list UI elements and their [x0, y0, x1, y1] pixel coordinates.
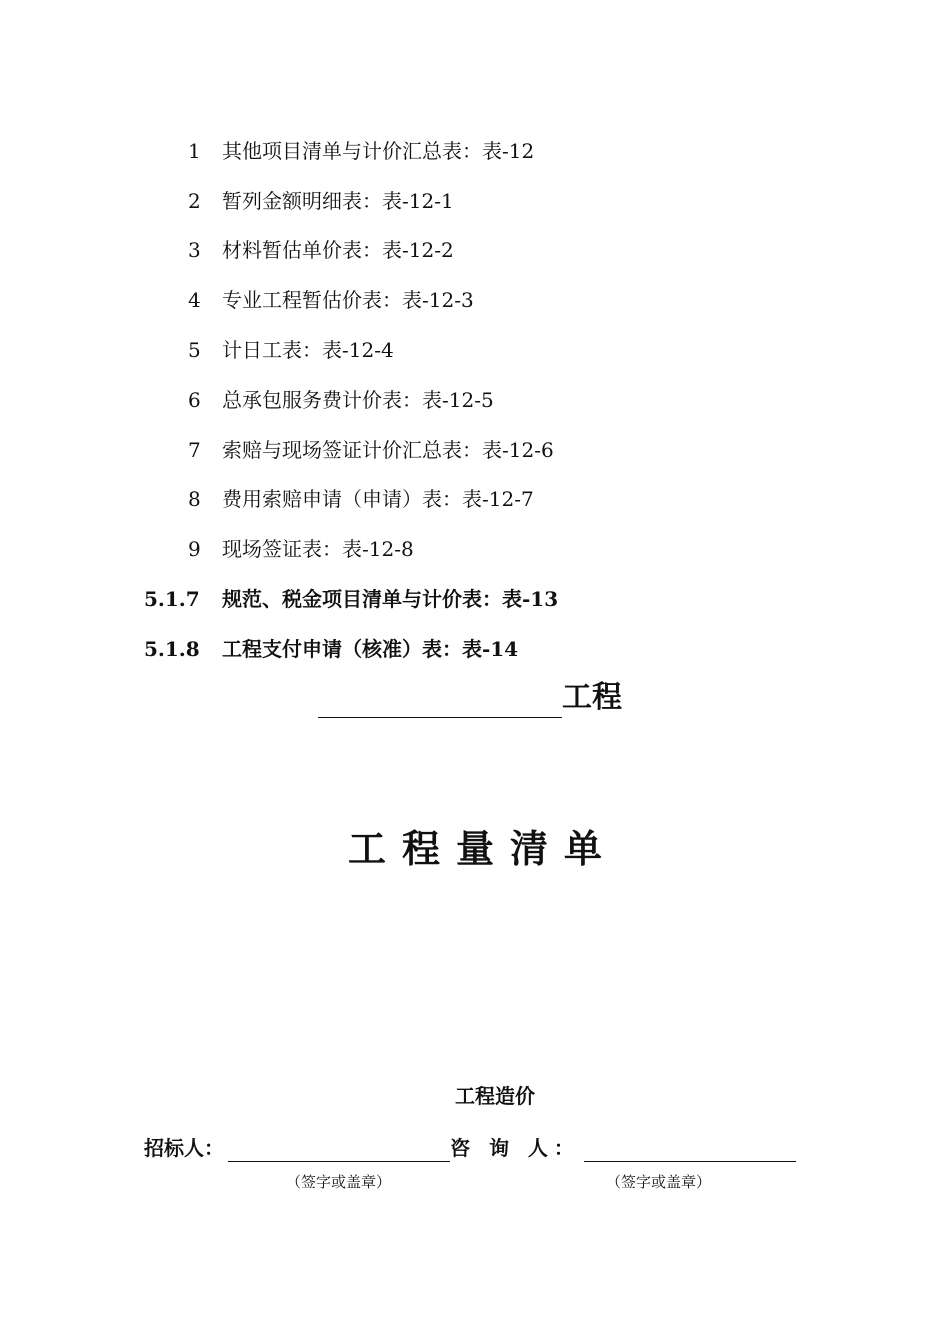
- toc-entry-number: 5: [188, 338, 201, 362]
- toc-entry: [188, 187, 454, 215]
- toc-entry-text: 材料暂估单价表：表-12-2: [222, 238, 454, 262]
- toc-entry: [188, 137, 534, 165]
- toc-entry: [188, 485, 534, 513]
- tenderer-signature-blank: [228, 1137, 450, 1162]
- toc-entry: [188, 286, 474, 314]
- toc-section-number: 5.1.7: [144, 587, 200, 611]
- cost-label: 工程造价: [455, 1084, 535, 1108]
- sign-note-right: （签字或盖章）: [606, 1173, 712, 1191]
- toc-section-entry: [144, 585, 558, 613]
- toc-entry-number: 9: [188, 537, 201, 561]
- project-name-blank: [318, 683, 562, 718]
- toc-entry-text: 专业工程暂估价表：表-12-3: [222, 288, 474, 312]
- sign-note-left: （签字或盖章）: [286, 1173, 392, 1191]
- toc-entry-text: 总承包服务费计价表：表-12-5: [222, 388, 494, 412]
- project-name-line: [318, 678, 622, 718]
- toc-entry: [188, 336, 394, 364]
- toc-entry-text: 索赔与现场签证计价汇总表：表-12-6: [222, 438, 554, 462]
- toc-entry: [188, 236, 454, 264]
- cover-title: 工程量清单: [347, 826, 618, 871]
- toc-entry-number: 4: [188, 288, 201, 312]
- toc-section-text: 工程支付申请（核准）表：表-14: [222, 637, 519, 661]
- toc-entry-number: 6: [188, 388, 201, 412]
- consultant-signature-blank: [584, 1137, 796, 1162]
- toc-entry: [188, 386, 494, 414]
- toc-entry-text: 费用索赔申请（申请）表：表-12-7: [222, 487, 534, 511]
- toc-entry-number: 7: [188, 438, 201, 462]
- toc-entry-number: 2: [188, 189, 201, 213]
- toc-section-text: 规范、税金项目清单与计价表：表-13: [222, 587, 559, 611]
- toc-entry-number: 8: [188, 487, 201, 511]
- toc-entry-number: 1: [188, 139, 201, 163]
- toc-entry-text: 现场签证表：表-12-8: [222, 537, 414, 561]
- toc-entry-number: 3: [188, 238, 201, 262]
- consultant-label: 咨 询 人：: [450, 1136, 580, 1160]
- signature-row: [144, 1134, 796, 1162]
- toc-section-number: 5.1.8: [144, 637, 200, 661]
- toc-entry: [188, 436, 554, 464]
- toc-entry: [188, 535, 414, 563]
- project-suffix: 工程: [562, 680, 622, 715]
- toc-section-entry: [144, 635, 518, 663]
- toc-entry-text: 其他项目清单与计价汇总表：表-12: [222, 139, 535, 163]
- tenderer-label: 招标人：: [144, 1136, 224, 1160]
- toc-entry-text: 暂列金额明细表：表-12-1: [222, 189, 454, 213]
- toc-entry-text: 计日工表：表-12-4: [222, 338, 394, 362]
